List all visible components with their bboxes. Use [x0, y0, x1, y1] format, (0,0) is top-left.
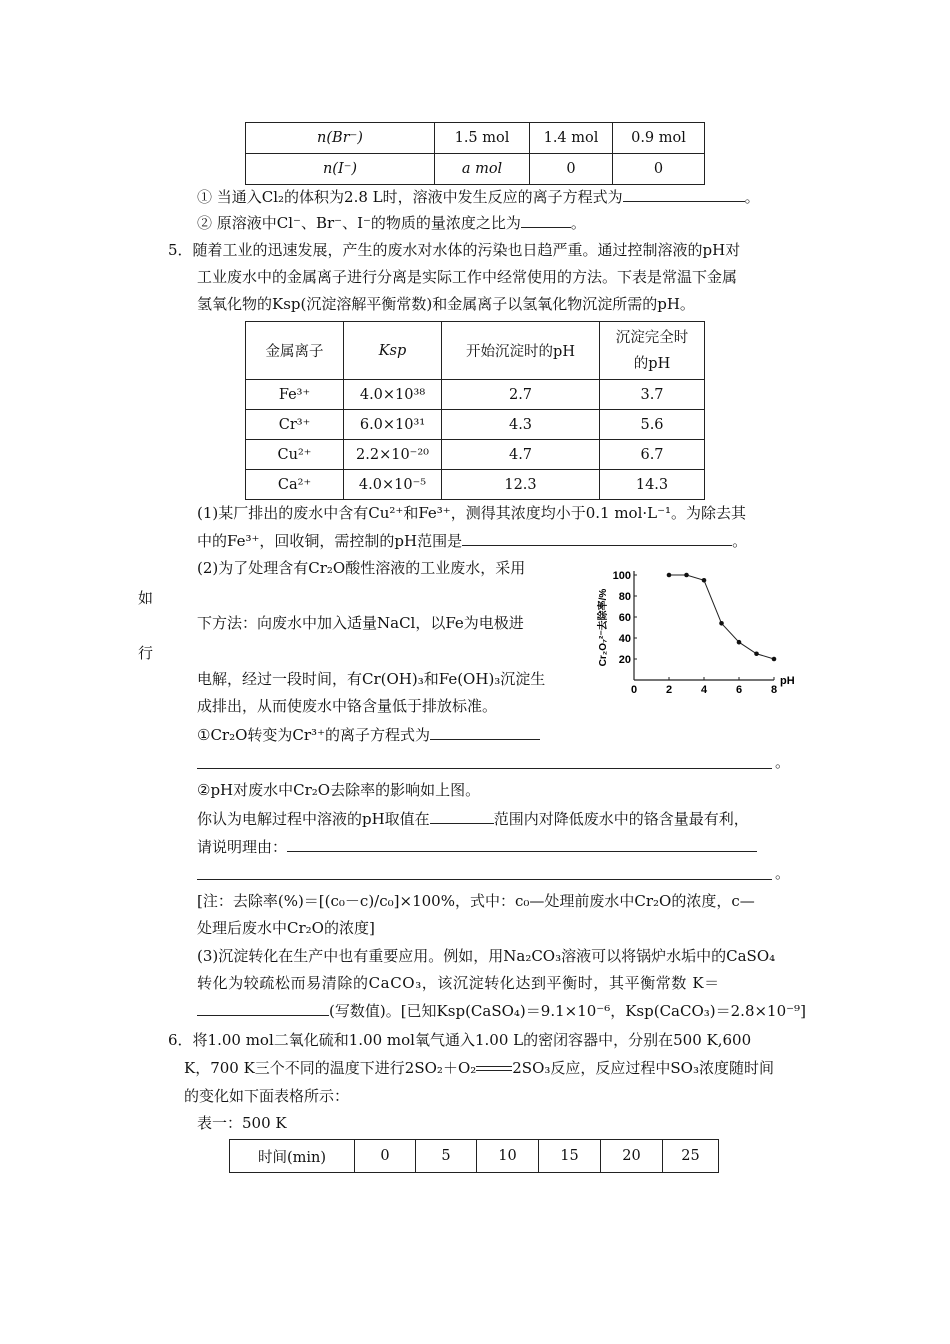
q5-part2-item2: ②pH对废水中Cr₂O去除率的影响如上图。 [197, 781, 481, 799]
ksp-header: 金属离子 [246, 322, 344, 380]
q5-part2-question: 请说明理由： [197, 838, 288, 856]
data-point [737, 640, 742, 645]
side-char: 如 [138, 589, 154, 607]
q6-text: K，700 K三个不同的温度下进行2SO₂＋O₂ [184, 1059, 477, 1077]
q5-part2: 成排出，从而使废水中铬含量低于排放标准。 [197, 697, 498, 715]
time-header: 时间(min) [230, 1140, 355, 1173]
y-tick-label: 40 [618, 633, 631, 645]
ksp-start: 12.3 [442, 470, 600, 500]
data-point [719, 621, 724, 626]
ksp-ion: Fe³⁺ [246, 380, 344, 410]
answer-line[interactable] [197, 879, 772, 880]
q5-part3: 转化为较疏松而易清除的CaCO₃，该沉淀转化达到平衡时，其平衡常数 K＝ [197, 974, 720, 992]
top-table-cell: 0.9 mol [613, 123, 705, 154]
answer-blank[interactable] [430, 724, 540, 740]
time-table [229, 1139, 719, 1173]
q5-part1: 中的Fe³⁺，回收铜，需控制的pH范围是 [197, 532, 463, 550]
q4-item2: ② 原溶液中Cl⁻、Br⁻、I⁻的物质的量浓度之比为 [197, 214, 521, 232]
q5-intro: 氢氧化物的Ksp(沉淀溶解平衡常数)和金属离子以氢氧化物沉淀所需的pH。 [197, 295, 695, 313]
y-tick-label: 100 [612, 570, 631, 582]
q4-item1: ① 当通入Cl₂的体积为2.8 L时，溶液中发生反应的离子方程式为 [197, 188, 623, 206]
removal-rate-chart [592, 560, 807, 700]
q6-text: 2SO₃反应，反应过程中SO₃浓度随时间 [512, 1059, 774, 1077]
data-line [669, 575, 774, 659]
q6-text: 将1.00 mol二氧化硫和1.00 mol氧气通入1.00 L的密闭容器中，分别在500 K,600 [192, 1031, 752, 1049]
q5-part2: 电解，经过一段时间，有Cr(OH)₃和Fe(OH)₃沉淀生 [197, 670, 546, 688]
top-table-cell: 0 [613, 154, 705, 185]
data-point [702, 578, 707, 583]
y-tick-label: 80 [618, 591, 631, 603]
x-tick-label: 2 [665, 684, 673, 696]
ksp-ion: Ca²⁺ [246, 470, 344, 500]
ksp-end: 6.7 [600, 440, 705, 470]
q6-number: 6． [168, 1031, 193, 1049]
ksp-value: 4.0×10³⁸ [344, 380, 442, 410]
equilibrium-arrow-icon [476, 1063, 512, 1075]
q5-number: 5． [168, 241, 193, 259]
ksp-header: 开始沉淀时的pH [442, 322, 600, 380]
top-table-cell: 0 [530, 154, 613, 185]
time-header: 20 [601, 1140, 663, 1173]
time-header: 5 [416, 1140, 477, 1173]
q5-part2-question: 范围内对降低废水中的铬含量最有利， [493, 810, 749, 828]
top-table-label: n(I⁻) [246, 154, 435, 185]
ksp-end: 5.6 [600, 410, 705, 440]
ksp-header: 沉淀完全时 的pH [600, 322, 705, 380]
ksp-end: 14.3 [600, 470, 705, 500]
time-header: 25 [663, 1140, 719, 1173]
time-header: 10 [477, 1140, 539, 1173]
q5-part2-item1: ①Cr₂O转变为Cr³⁺的离子方程式为 [197, 726, 430, 744]
x-tick-label: 4 [700, 684, 708, 696]
q5-part1: (1)某厂排出的废水中含有Cu²⁺和Fe³⁺，测得其浓度均小于0.1 mol·L⁻¹。为除去其 [197, 504, 747, 522]
ksp-ion: Cr³⁺ [246, 410, 344, 440]
y-tick-label: 20 [618, 654, 631, 666]
x-tick-label: 6 [735, 684, 743, 696]
top-table-cell: 1.4 mol [530, 123, 613, 154]
answer-blank[interactable] [521, 212, 571, 228]
time-header: 0 [355, 1140, 416, 1173]
answer-blank[interactable] [197, 1000, 329, 1016]
answer-line[interactable] [197, 768, 772, 769]
top-table-label: n(Br⁻) [246, 123, 435, 154]
x-tick-label: 0 [630, 684, 638, 696]
y-tick-label: 60 [618, 612, 631, 624]
ksp-end: 3.7 [600, 380, 705, 410]
answer-blank[interactable] [462, 530, 732, 546]
ksp-ion: Cu²⁺ [246, 440, 344, 470]
ksp-header: Ksp [344, 322, 442, 380]
q5-intro: 工业废水中的金属离子进行分离是实际工作中经常使用的方法。下表是常温下金属 [197, 268, 738, 286]
q5-part2: (2)为了处理含有Cr₂O酸性溶液的工业废水，采用 [197, 559, 526, 577]
q5-part2-question: 你认为电解过程中溶液的pH取值在 [197, 810, 430, 828]
q5-part2: 下方法：向废水中加入适量NaCl，以Fe为电极进 [197, 614, 524, 632]
q5-part3: (3)沉淀转化在生产中也有重要应用。例如，用Na₂CO₃溶液可以将锅炉水垢中的CaSO₄ [197, 947, 776, 965]
data-point [684, 573, 689, 578]
answer-blank[interactable] [623, 186, 745, 202]
q5-note: [注：去除率(%)＝[(c₀－c)/c₀]×100%，式中：c₀—处理前废水中Cr₂O的浓度，c— [197, 892, 755, 910]
data-point [667, 573, 672, 578]
x-axis-label: pH [780, 675, 795, 687]
ksp-start: 4.7 [442, 440, 600, 470]
ksp-value: 6.0×10³¹ [344, 410, 442, 440]
answer-blank[interactable] [430, 808, 494, 824]
q6-text: 的变化如下面表格所示： [184, 1087, 350, 1105]
y-axis-label: Cr₂O₇²⁻去除率/% [598, 588, 609, 667]
top-table [245, 122, 705, 185]
x-tick-label: 8 [770, 684, 778, 696]
time-header: 15 [539, 1140, 601, 1173]
q5-intro: 随着工业的迅速发展，产生的废水对水体的污染也日趋严重。通过控制溶液的pH对 [192, 241, 741, 259]
q5-note: 处理后废水中Cr₂O的浓度] [197, 919, 375, 937]
q5-part3: (写数值)。[已知Ksp(CaSO₄)＝9.1×10⁻⁶，Ksp(CaCO₃)＝2.8×10⁻⁹] [329, 1002, 806, 1020]
ksp-start: 4.3 [442, 410, 600, 440]
ksp-start: 2.7 [442, 380, 600, 410]
side-char: 行 [138, 644, 154, 662]
ksp-value: 2.2×10⁻²⁰ [344, 440, 442, 470]
answer-blank[interactable] [287, 836, 757, 852]
ksp-table [245, 321, 705, 500]
data-point [772, 657, 777, 662]
top-table-cell: a mol [435, 154, 530, 185]
data-point [754, 651, 759, 656]
top-table-cell: 1.5 mol [435, 123, 530, 154]
ksp-value: 4.0×10⁻⁵ [344, 470, 442, 500]
table-title: 表一：500 K [197, 1114, 287, 1132]
